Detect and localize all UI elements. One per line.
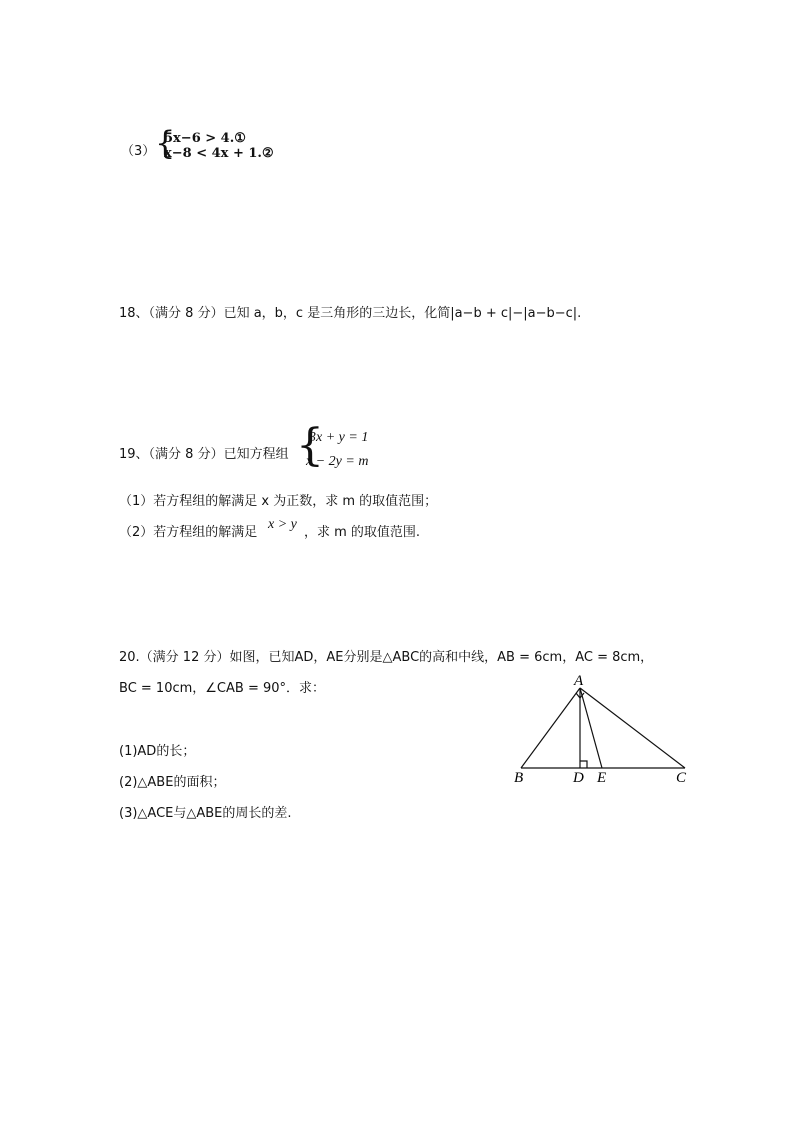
median-ae bbox=[580, 688, 602, 768]
q19-equation-1: 3x + y = 1 bbox=[309, 430, 369, 445]
q19-part2-suffix: ，求 m 的取值范围. bbox=[304, 525, 421, 540]
label-b: B bbox=[514, 770, 524, 786]
q17-inequality-1: 5x−6 > 4.① bbox=[164, 131, 246, 146]
q18-text: 18、（满分 8 分）已知 a，b，c 是三角形的三边长，化简|a−b + c|−|a−b−c|. bbox=[119, 306, 582, 321]
q17-part3-label: （3） bbox=[121, 144, 156, 159]
q19-part2-prefix: （2）若方程组的解满足 bbox=[119, 525, 258, 540]
label-d: D bbox=[573, 770, 584, 786]
side-ac bbox=[580, 688, 685, 768]
q17-system-brace: { bbox=[155, 124, 176, 162]
q17-inequality-2: x−8 < 4x + 1.② bbox=[164, 146, 274, 161]
q19-part2-condition: x > y bbox=[268, 517, 297, 532]
q20-part1: (1)AD的长； bbox=[119, 744, 196, 759]
q19-system-brace: { bbox=[296, 420, 324, 471]
q20-part3: (3)△ACE与△ABE的周长的差. bbox=[119, 806, 292, 821]
q20-line1: 20.（满分 12 分）如图，已知AD，AE分别是△ABC的高和中线，AB = 6cm，AC = 8cm， bbox=[119, 650, 654, 665]
label-e: E bbox=[597, 770, 607, 786]
right-angle-mark-d bbox=[580, 761, 587, 768]
label-a: A bbox=[574, 673, 584, 689]
label-c: C bbox=[676, 770, 687, 786]
q19-intro: 19、（满分 8 分）已知方程组 bbox=[119, 447, 289, 462]
q20-line2: BC = 10cm，∠CAB = 90°．求： bbox=[119, 681, 326, 696]
q19-part1: （1）若方程组的解满足 x 为正数，求 m 的取值范围； bbox=[119, 494, 438, 509]
q19-equation-2: x − 2y = m bbox=[306, 454, 369, 469]
q20-part2: (2)△ABE的面积； bbox=[119, 775, 226, 790]
side-ab bbox=[521, 688, 580, 768]
triangle-figure bbox=[505, 668, 705, 790]
